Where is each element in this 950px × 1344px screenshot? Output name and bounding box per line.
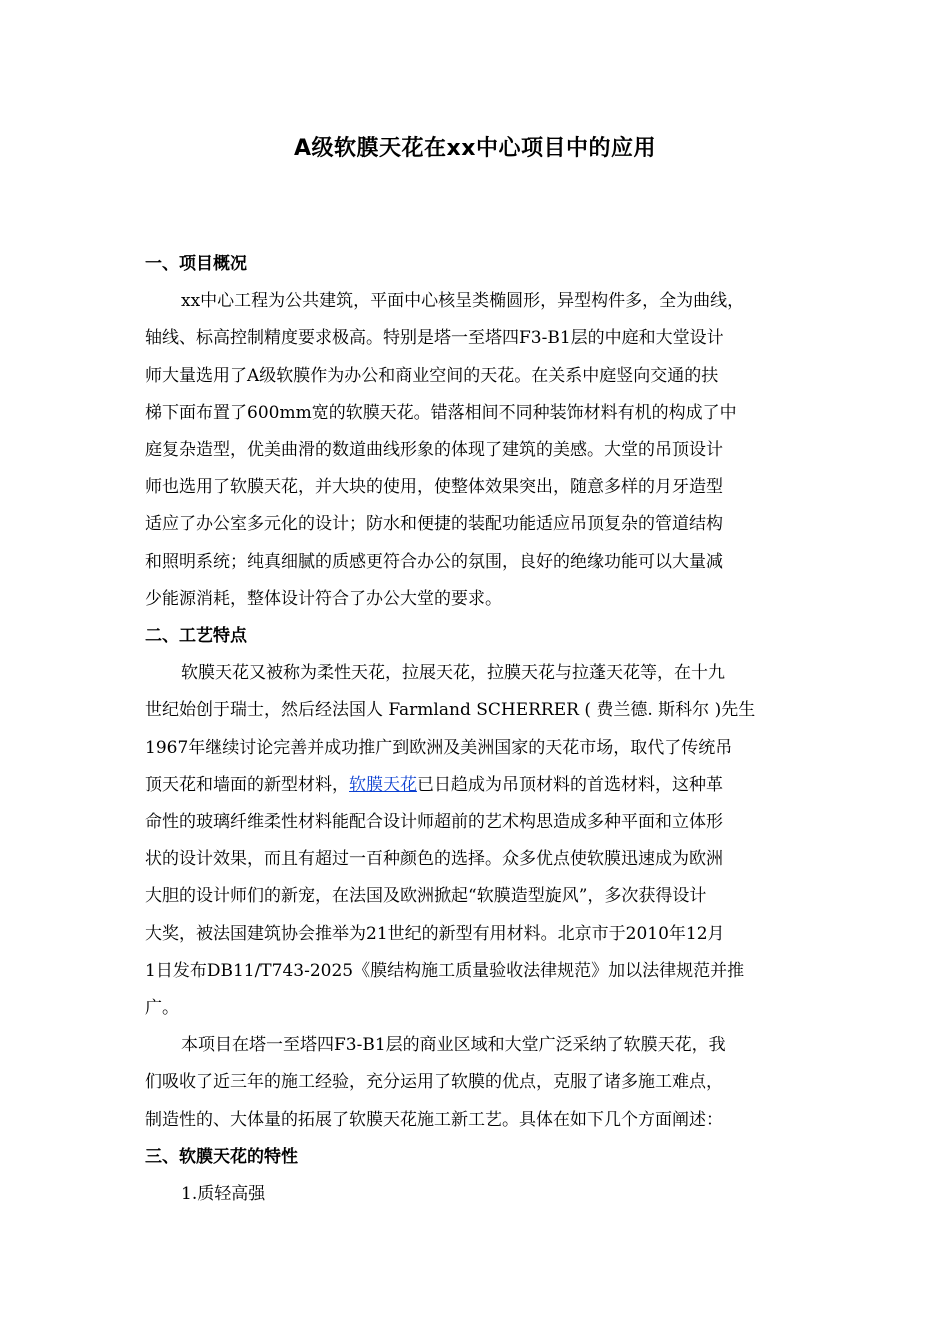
- soft-film-ceiling-link[interactable]: 软膜天花: [349, 774, 417, 795]
- text-line: 状的设计效果，而且有超过一百种颜色的选择。众多优点使软膜迅速成为欧洲: [145, 849, 723, 870]
- text-line: 1967年继续讨论完善并成功推广到欧洲及美洲国家的天花市场，取代了传统吊: [145, 737, 733, 758]
- text-line: 命性的玻璃纤维柔性材料能配合设计师超前的艺术构思造成多种平面和立体形: [145, 812, 723, 833]
- paragraph-project-overview: [145, 283, 808, 618]
- section-heading-process-features: 二、工艺特点: [145, 626, 247, 647]
- text-line: 本项目在塔一至塔四F3-B1层的商业区域和大堂广泛采纳了软膜天花，我: [181, 1035, 726, 1056]
- paragraph-project-application: [145, 1027, 808, 1139]
- text-line: 制造性的、大体量的拓展了软膜天花施工新工艺。具体在如下几个方面阐述：: [145, 1109, 723, 1130]
- text-line-with-link: [145, 767, 808, 804]
- document-title: A级软膜天花在xx中心项目中的应用: [294, 136, 656, 161]
- text-line: 梯下面布置了600mm宽的软膜天花。错落相间不同种装饰材料有机的构成了中: [145, 402, 737, 423]
- text-line: 们吸收了近三年的施工经验，充分运用了软膜的优点，克服了诸多施工难点，: [145, 1072, 723, 1093]
- text-line: 大胆的设计师们的新宠，在法国及欧洲掀起“软膜造型旋风”，多次获得设计: [145, 886, 707, 907]
- text-line: 广。: [145, 998, 179, 1019]
- text-segment: 已日趋成为吊顶材料的首选材料，这种革: [417, 774, 723, 795]
- text-line: 师也选用了软膜天花，并大块的使用，使整体效果突出，随意多样的月牙造型: [145, 477, 723, 498]
- text-line: 大奖，被法国建筑协会推举为21世纪的新型有用材料。北京市于2010年12月: [145, 923, 725, 944]
- text-line: 和照明系统；纯真细腻的质感更符合办公的氛围，良好的绝缘功能可以大量减: [145, 551, 723, 572]
- section-heading-project-overview: 一、项目概况: [145, 254, 247, 274]
- document-body: [145, 246, 808, 1213]
- text-line: 师大量选用了A级软膜作为办公和商业空间的天花。在关系中庭竖向交通的扶: [145, 365, 719, 386]
- text-line: 少能源消耗，整体设计符合了办公大堂的要求。: [145, 588, 502, 609]
- text-line: 适应了办公室多元化的设计；防水和便捷的装配功能适应吊顶复杂的管道结构: [145, 514, 723, 535]
- text-line: xx中心工程为公共建筑，平面中心核呈类椭圆形，异型构件多，全为曲线，: [181, 291, 745, 312]
- text-line: 软膜天花又被称为柔性天花，拉展天花，拉膜天花与拉蓬天花等，在十九: [181, 663, 725, 684]
- text-segment: 顶天花和墙面的新型材料，: [145, 774, 349, 795]
- text-line: 庭复杂造型，优美曲滑的数道曲线形象的体现了建筑的美感。大堂的吊顶设计: [145, 440, 723, 461]
- text-line: 轴线、标高控制精度要求极高。特别是塔一至塔四F3-B1层的中庭和大堂设计: [145, 328, 724, 349]
- text-line: 1日发布DB11/T743-2025《膜结构施工质量验收法律规范》加以法律规范并推: [145, 960, 745, 981]
- list-item-light-strong: 1.质轻高强: [181, 1184, 266, 1205]
- text-line: 世纪始创于瑞士，然后经法国人 Farmland SCHERRER ( 费兰德. 斯科尔 )先生: [145, 700, 756, 721]
- section-heading-characteristics: 三、软膜天花的特性: [145, 1146, 298, 1167]
- paragraph-process-features: [145, 655, 808, 1027]
